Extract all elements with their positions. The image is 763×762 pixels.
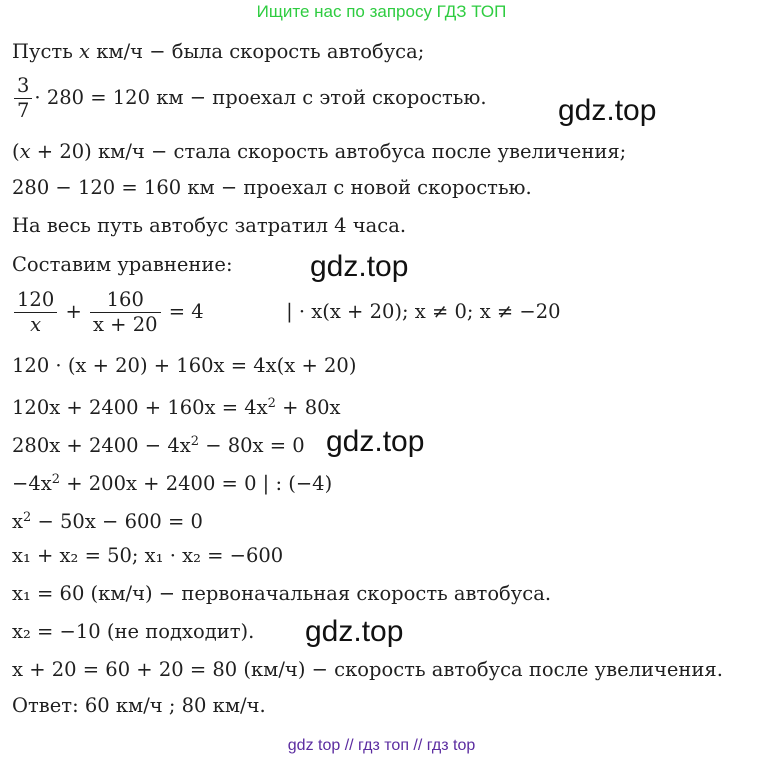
text-fragment: 120x + 2400 + 160x = 4x (12, 396, 268, 419)
solution-line-16: x + 20 = 60 + 20 = 80 (км/ч) − скорость автобуса после увеличения. (12, 658, 723, 681)
solution-line-13: x₁ + x₂ = 50; x₁ · x₂ = −600 (12, 544, 284, 567)
footer-watermark: gdz top // гдз топ // гдз top (287, 737, 476, 754)
solution-line-10 (12, 430, 305, 458)
fraction-120-x (14, 288, 57, 337)
text-fragment: ( (12, 140, 20, 163)
solution-line-6: Составим уравнение: (12, 253, 233, 276)
solution-line-equation: $\frac{120}{x}$ + $\frac{160}{x + 20}$ = 4 | · x(x + 20); x ≠ 0; x ≠ −20 (12, 288, 561, 337)
solution-line-2 (12, 74, 487, 123)
solution-line-5: На весь путь автобус затратил 4 часа. (12, 214, 407, 237)
fraction-numerator: 160 (90, 288, 161, 313)
exponent: 2 (190, 434, 199, 449)
text-fragment: + 20) км/ч − стала скорость автобуса после увеличения; (30, 140, 627, 163)
search-hint-banner: Ищите нас по запросу ГДЗ ТОП (256, 2, 507, 21)
exponent: 2 (23, 510, 32, 525)
text-fragment: − 80x = 0 (199, 434, 305, 457)
fraction-3-7 (14, 74, 32, 123)
fraction-denominator: x + 20 (92, 313, 158, 336)
solution-line-15: x₂ = −10 (не подходит). (12, 620, 255, 643)
watermark: gdz.top (326, 425, 425, 458)
domain-conditions: | · x(x + 20); x ≠ 0; x ≠ −20 (286, 300, 561, 323)
solution-line-1 (12, 40, 424, 64)
fraction-denominator: 7 (17, 99, 30, 122)
solution-line-9 (12, 392, 341, 420)
text-fragment: · 280 = 120 км − проехал с этой скоростью. (34, 86, 487, 109)
solution-line-11 (12, 468, 332, 496)
watermark: gdz.top (310, 250, 409, 283)
answer-line: Ответ: 60 км/ч ; 80 км/ч. (12, 694, 266, 717)
fraction-numerator: 120 (14, 288, 57, 313)
solution-line-12 (12, 506, 203, 534)
text-fragment: − 50x − 600 = 0 (31, 510, 203, 533)
text-fragment: + 200x + 2400 = 0 | : (−4) (60, 472, 333, 495)
solution-line-14: x₁ = 60 (км/ч) − первоначальная скорость автобуса. (12, 582, 552, 605)
text-fragment: 280x + 2400 − 4x (12, 434, 191, 457)
exponent: 2 (267, 396, 276, 411)
watermark: gdz.top (305, 615, 404, 648)
text-fragment: Пусть (12, 40, 80, 63)
text-fragment: = 4 (168, 300, 204, 323)
fraction-numerator: 3 (14, 74, 32, 99)
text-fragment: −4x (12, 472, 52, 495)
solution-line-3 (12, 140, 626, 164)
variable-x: x (19, 140, 31, 163)
watermark: gdz.top (558, 94, 657, 127)
text-fragment: + 80x (275, 396, 341, 419)
variable-x: x (79, 40, 91, 63)
exponent: 2 (51, 472, 61, 487)
solution-line-8: 120 · (x + 20) + 160x = 4x(x + 20) (12, 354, 357, 377)
text-fragment: x (12, 510, 23, 533)
text-fragment: км/ч − была скорость автобуса; (90, 40, 425, 63)
fraction-160-x20 (90, 288, 161, 337)
solution-line-4: 280 − 120 = 160 км − проехал с новой скоростью. (12, 176, 532, 199)
fraction-denominator: x (30, 313, 42, 336)
